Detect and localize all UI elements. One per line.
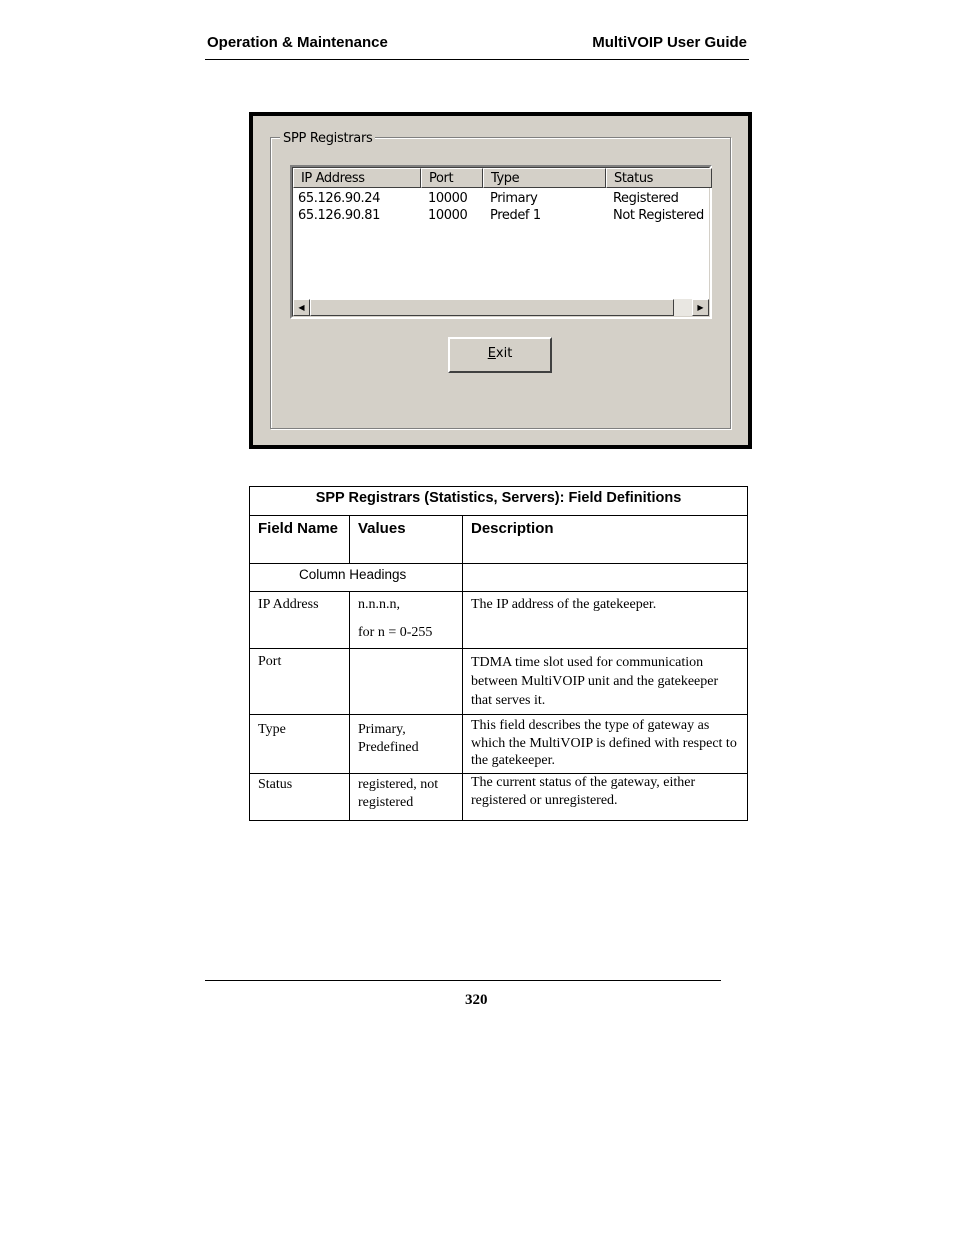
values-line: for n = 0-255: [358, 625, 433, 640]
values-cell: [350, 592, 463, 649]
header-guide-title: MultiVOIP User Guide: [592, 34, 747, 51]
description-cell: The current status of the gateway, either registered or unregistered.: [463, 773, 748, 820]
field-name-cell: IP Address: [250, 592, 350, 649]
values-cell: [350, 649, 463, 715]
cell-ip-address: 65.126.90.24: [298, 191, 381, 206]
cell-type: Predef 1: [490, 208, 541, 223]
values-cell: Primary, Predefined: [350, 715, 463, 774]
column-header-ip-address[interactable]: IP Address: [293, 168, 421, 188]
scrollbar-thumb[interactable]: [310, 299, 674, 316]
description-cell: TDMA time slot used for communication between MultiVOIP unit and the gatekeeper that serves it.: [463, 649, 748, 715]
list-row[interactable]: [293, 191, 709, 208]
cell-port: 10000: [428, 208, 468, 223]
description-cell: The IP address of the gatekeeper.: [463, 592, 748, 649]
scroll-left-icon[interactable]: ◀: [293, 299, 310, 316]
cell-type: Primary: [490, 191, 538, 206]
values-cell: registered, not registered: [350, 773, 463, 820]
list-row[interactable]: [293, 208, 709, 225]
header-field-name: Field Name: [250, 516, 350, 564]
field-name-cell: Port: [250, 649, 350, 715]
list-header: [293, 168, 709, 188]
column-header-status[interactable]: Status: [606, 168, 712, 188]
header-values: Values: [350, 516, 463, 564]
cell-status: Not Registered: [613, 208, 704, 223]
field-name-cell: Type: [250, 715, 350, 774]
page-number: 320: [465, 992, 488, 1008]
scroll-right-icon[interactable]: ▶: [692, 299, 709, 316]
table-row: [250, 715, 748, 774]
table-row: [250, 592, 748, 649]
description-cell: This field describes the type of gateway as which the MultiVOIP is defined with respect to the gatekeeper.: [463, 715, 748, 774]
spp-registrars-dialog: [249, 112, 752, 449]
header-rule: [205, 59, 749, 60]
header-section-title: Operation & Maintenance: [207, 34, 388, 51]
subheading-blank: [463, 564, 748, 592]
column-header-port[interactable]: Port: [421, 168, 483, 188]
cell-status: Registered: [613, 191, 679, 206]
field-name-cell: Status: [250, 773, 350, 820]
cell-ip-address: 65.126.90.81: [298, 208, 381, 223]
registrars-list[interactable]: [290, 165, 712, 319]
exit-label: xit: [495, 346, 513, 361]
cell-port: 10000: [428, 191, 468, 206]
exit-button[interactable]: [448, 337, 552, 373]
header-description: Description: [463, 516, 748, 564]
exit-accelerator: E: [487, 346, 496, 361]
column-header-type[interactable]: Type: [483, 168, 606, 188]
table-title: SPP Registrars (Statistics, Servers): Field Definitions: [250, 487, 748, 516]
groupbox-label: SPP Registrars: [280, 131, 375, 146]
field-definitions-table: [249, 486, 748, 821]
column-headings-subheading: Column Headings: [250, 564, 463, 592]
table-row: [250, 773, 748, 820]
footer-rule: [205, 980, 721, 981]
table-row: [250, 649, 748, 715]
values-line: n.n.n.n,: [358, 597, 400, 612]
horizontal-scrollbar[interactable]: [293, 299, 709, 316]
